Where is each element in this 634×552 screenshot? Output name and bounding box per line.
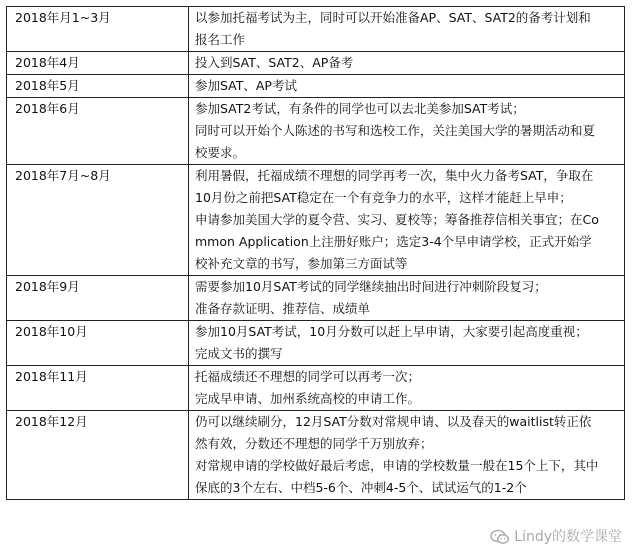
plan-line: 完成早申请、加州系统高校的申请工作。 — [195, 391, 421, 406]
watermark — [488, 528, 622, 546]
date-cell: 2018年5月 — [7, 75, 189, 98]
schedule-table-body — [7, 7, 625, 500]
table-row — [7, 52, 625, 75]
date-cell: 2018年7月~8月 — [7, 165, 189, 276]
table-row — [7, 366, 625, 411]
schedule-table — [6, 6, 625, 500]
table-row — [7, 321, 625, 366]
plan-cell — [189, 75, 625, 98]
plan-line: 以参加托福考试为主，同时可以开始准备AP、SAT、SAT2的备考计划和 — [195, 10, 591, 25]
plan-cell — [189, 366, 625, 411]
plan-cell — [189, 98, 625, 165]
plan-line: 参加10月SAT考试，10月分数可以赶上早申请，大家要引起高度重视； — [195, 324, 588, 339]
table-row — [7, 276, 625, 321]
plan-cell — [189, 7, 625, 52]
table-row — [7, 165, 625, 276]
plan-line: 仍可以继续刷分，12月SAT分数对常规申请、以及春天的waitlist转正依 — [195, 414, 592, 429]
watermark-text: Lindy的数学课堂 — [514, 529, 622, 545]
table-row — [7, 75, 625, 98]
plan-line: 校要求。 — [195, 145, 246, 160]
plan-cell — [189, 52, 625, 75]
plan-line: 托福成绩还不理想的同学可以再考一次； — [195, 369, 421, 384]
plan-line: 申请参加美国大学的夏令营、实习、夏校等；筹备推荐信相关事宜；在Co — [195, 212, 599, 227]
date-cell: 2018年12月 — [7, 411, 189, 500]
date-cell: 2018年月1~3月 — [7, 7, 189, 52]
date-cell: 2018年9月 — [7, 276, 189, 321]
plan-line: 准备存款证明、推荐信、成绩单 — [195, 301, 371, 316]
plan-line: 然有效，分数还不理想的同学千万别放弃； — [195, 436, 433, 451]
date-cell: 2018年6月 — [7, 98, 189, 165]
plan-line: 参加SAT、AP考试 — [195, 78, 297, 93]
date-cell: 2018年11月 — [7, 366, 189, 411]
table-row — [7, 98, 625, 165]
plan-line: 校补充文章的书写，参加第三方面试等 — [195, 256, 408, 271]
date-cell: 2018年10月 — [7, 321, 189, 366]
plan-line: 需要参加10月SAT考试的同学继续抽出时间进行冲刺阶段复习； — [195, 279, 547, 294]
plan-line: 利用暑假，托福成绩不理想的同学再考一次，集中火力备考SAT，争取在 — [195, 168, 594, 183]
plan-line: 对常规申请的学校做好最后考虑，申请的学校数量一般在15个上下，其中 — [195, 458, 599, 473]
plan-cell — [189, 165, 625, 276]
table-row — [7, 7, 625, 52]
plan-line: mmon Application上注册好账户；选定3-4个早申请学校，正式开始学 — [195, 234, 592, 249]
plan-line: 完成文书的撰写 — [195, 346, 283, 361]
plan-cell — [189, 411, 625, 500]
plan-line: 投入到SAT、SAT2、AP备考 — [195, 55, 354, 70]
plan-line: 参加SAT2考试，有条件的同学也可以去北美参加SAT考试； — [195, 101, 525, 116]
plan-cell — [189, 276, 625, 321]
plan-cell — [189, 321, 625, 366]
wechat-icon — [490, 529, 510, 545]
plan-line: 10月份之前把SAT稳定在一个有竞争力的水平，这样才能赶上早申； — [195, 190, 572, 205]
plan-line: 报名工作 — [195, 32, 246, 47]
plan-line: 同时可以开始个人陈述的书写和选校工作，关注美国大学的暑期活动和夏 — [195, 123, 596, 138]
table-row — [7, 411, 625, 500]
plan-line: 保底的3个左右、中档5-6个、冲刺4-5个、试试运气的1-2个 — [195, 480, 527, 495]
date-cell: 2018年4月 — [7, 52, 189, 75]
